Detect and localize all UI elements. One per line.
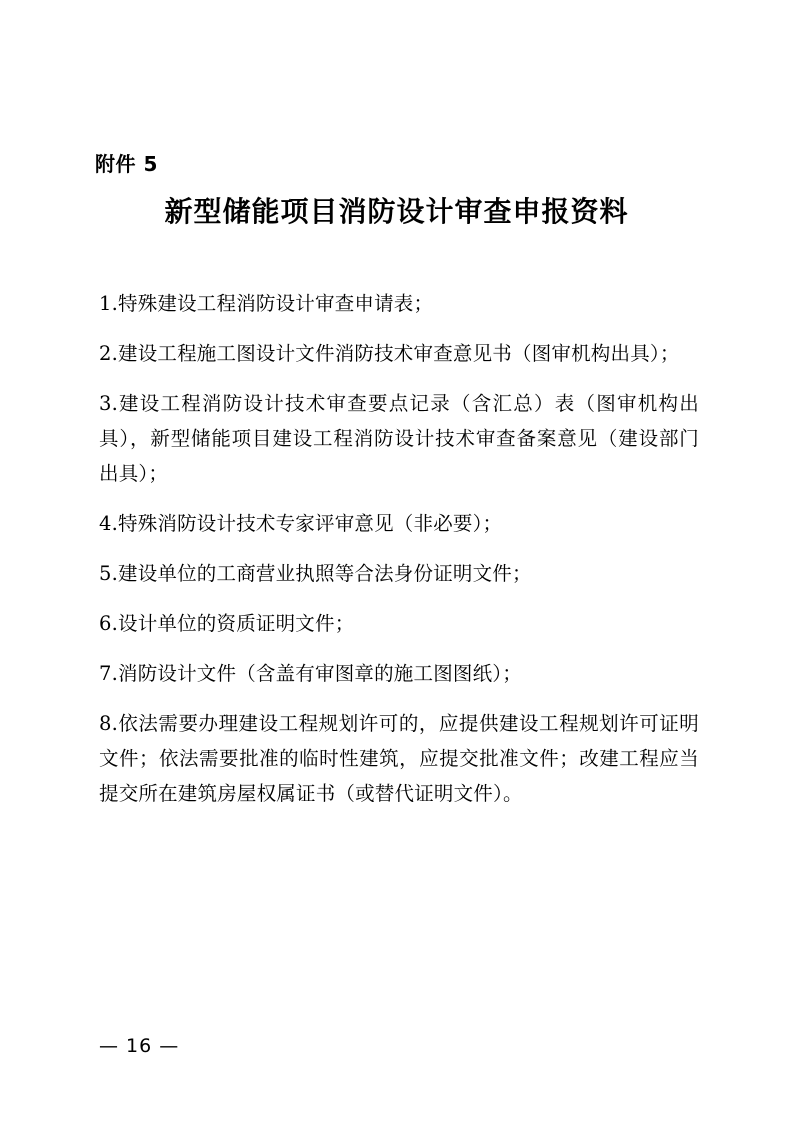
- page-title: 新型储能项目消防设计审查申报资料: [164, 195, 629, 228]
- attachment-label: 附件 5: [95, 152, 158, 176]
- page-number: — 16 —: [99, 1035, 180, 1057]
- list-item: 2.建设工程施工图设计文件消防技术审查意见书（图审机构出具）；: [99, 342, 680, 365]
- list-item: 3.建设工程消防设计技术审查要点记录（含汇总）表（图审机构出具），新型储能项目建设工程消防设计技术审查备案意见（建设部门出具）；: [99, 392, 699, 485]
- list-item: 6.设计单位的资质证明文件；: [99, 612, 355, 635]
- list-item: 7.消防设计文件（含盖有审图章的施工图图纸）；: [99, 662, 522, 685]
- document-body: [99, 286, 699, 826]
- list-item: 4.特殊消防设计技术专家评审意见（非必要）；: [99, 512, 503, 535]
- list-item: 8.依法需要办理建设工程规划许可的，应提供建设工程规划许可证明文件；依法需要批准的临时性建筑，应提交批准文件；改建工程应当提交所在建筑房屋权属证书（或替代证明文件）。: [99, 712, 699, 805]
- list-item: 5.建设单位的工商营业执照等合法身份证明文件；: [99, 562, 532, 585]
- list-item: 1.特殊建设工程消防设计审查申请表；: [99, 292, 434, 315]
